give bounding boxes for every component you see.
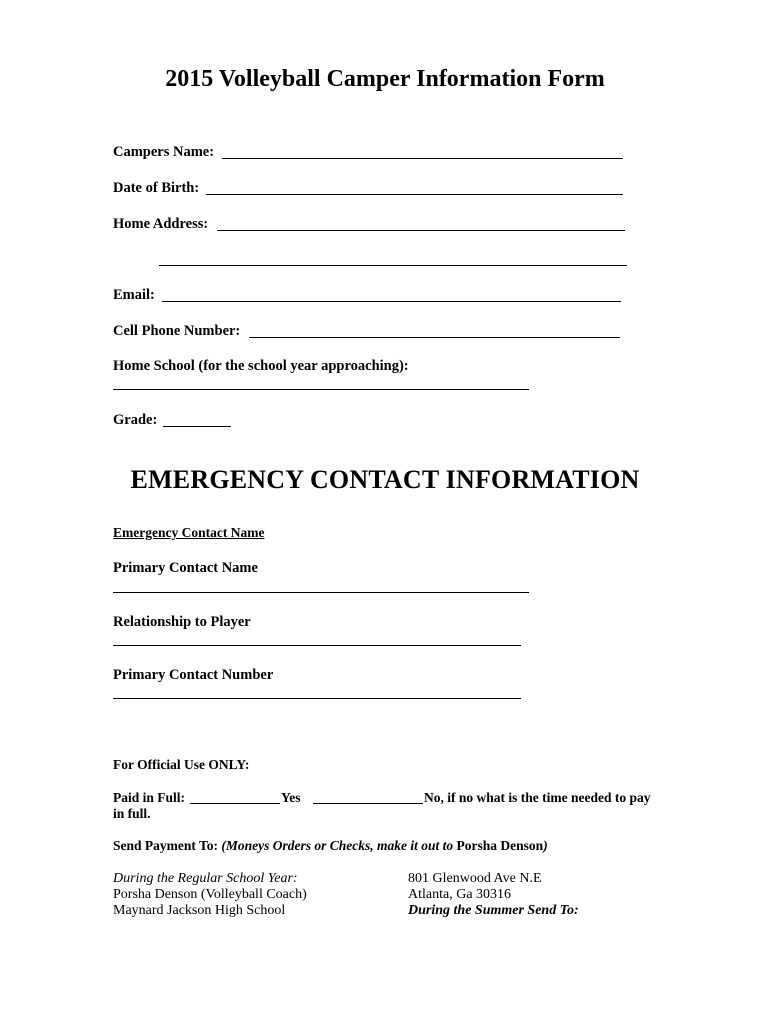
relationship-label: Relationship to Player bbox=[113, 614, 251, 630]
send-payment-label: Send Payment To: bbox=[113, 838, 219, 853]
regular-year-heading: During the Regular School Year: bbox=[113, 871, 298, 886]
primary-contact-name-label: Primary Contact Name bbox=[113, 560, 258, 576]
home-address-label: Home Address: bbox=[113, 216, 209, 232]
primary-contact-name-field[interactable] bbox=[113, 592, 529, 593]
home-school-label: Home School (for the school year approaching): bbox=[113, 358, 409, 374]
email-label: Email: bbox=[113, 287, 155, 303]
relationship-field[interactable] bbox=[113, 645, 521, 646]
home-address-field-line2[interactable] bbox=[159, 265, 627, 266]
form-title: 2015 Volleyball Camper Information Form bbox=[165, 66, 605, 92]
cell-phone-label: Cell Phone Number: bbox=[113, 323, 241, 339]
primary-contact-number-label: Primary Contact Number bbox=[113, 667, 274, 683]
send-payment-instructions: (Moneys Orders or Checks, make it out to bbox=[221, 838, 454, 853]
regular-year-line2: Maynard Jackson High School bbox=[113, 903, 286, 918]
emergency-heading: EMERGENCY CONTACT INFORMATION bbox=[130, 465, 640, 494]
summer-heading: During the Summer Send To: bbox=[408, 903, 579, 918]
home-school-field[interactable] bbox=[113, 389, 529, 390]
send-payment-line bbox=[113, 838, 548, 854]
paid-yes-field[interactable] bbox=[190, 803, 280, 804]
paid-yes-label: Yes bbox=[281, 790, 301, 805]
grade-label: Grade: bbox=[113, 412, 158, 428]
date-of-birth-label: Date of Birth: bbox=[113, 180, 200, 196]
address-city: Atlanta, Ga 30316 bbox=[408, 887, 512, 902]
address-street: 801 Glenwood Ave N.E bbox=[408, 871, 542, 886]
in-full-text: in full. bbox=[113, 806, 151, 821]
home-address-field[interactable] bbox=[217, 230, 625, 231]
paid-in-full-label: Paid in Full: bbox=[113, 790, 186, 805]
official-use-heading: For Official Use ONLY: bbox=[113, 757, 250, 772]
send-payment-close: ) bbox=[543, 838, 548, 853]
cell-phone-field[interactable] bbox=[249, 337, 620, 338]
date-of-birth-field[interactable] bbox=[206, 194, 623, 195]
email-field[interactable] bbox=[162, 301, 621, 302]
paid-no-label: No, if no what is the time needed to pay bbox=[424, 790, 651, 805]
grade-field[interactable] bbox=[163, 426, 231, 427]
campers-name-label: Campers Name: bbox=[113, 144, 215, 160]
regular-year-line1: Porsha Denson (Volleyball Coach) bbox=[113, 887, 307, 902]
emergency-subheading: Emergency Contact Name bbox=[113, 525, 265, 540]
campers-name-field[interactable] bbox=[222, 158, 623, 159]
primary-contact-number-field[interactable] bbox=[113, 698, 521, 699]
send-payment-payee: Porsha Denson bbox=[456, 838, 544, 853]
paid-no-field[interactable] bbox=[313, 803, 423, 804]
